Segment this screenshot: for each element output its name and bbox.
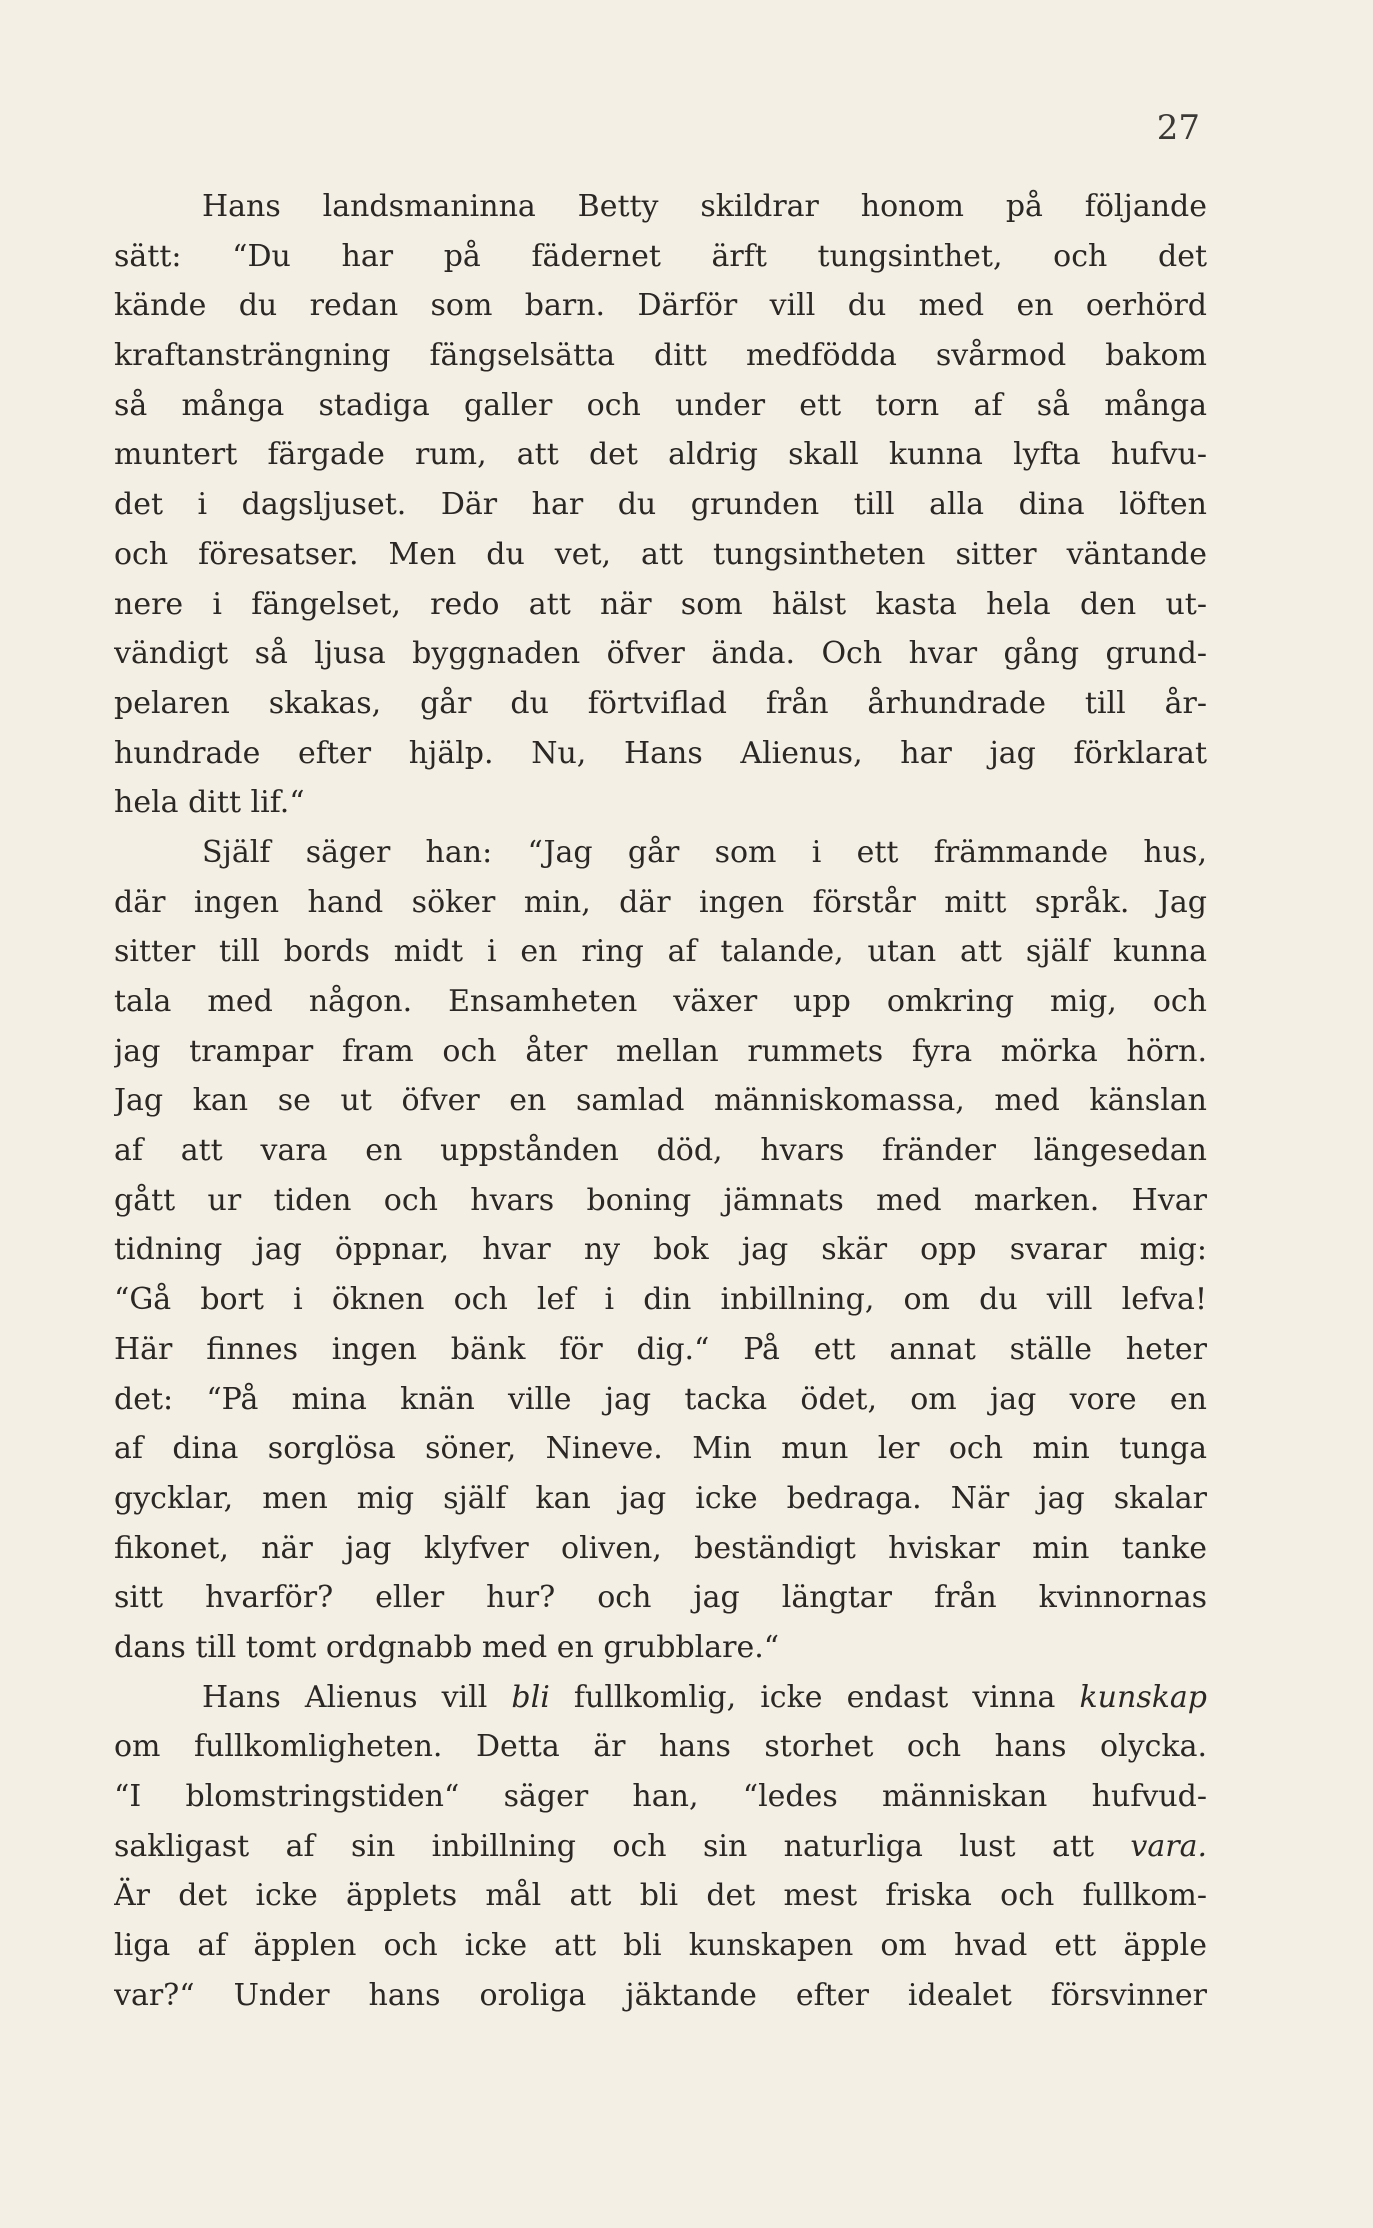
text-line — [114, 1573, 1207, 1623]
text-segment: liga af äpplen och icke att bli kunskapen om hvad ett äpple — [114, 1928, 1207, 1964]
text-segment: det: “På mina knän ville jag tacka ödet, om jag vore en — [114, 1381, 1207, 1417]
text-segment: hela ditt lif.“ — [114, 785, 305, 821]
text-segment: kraftansträngning fängselsätta ditt medfödda svårmod bakom — [114, 338, 1207, 374]
text-line — [114, 182, 1207, 232]
text-segment: “I blomstringstiden“ säger han, “ledes människan hufvud- — [114, 1779, 1207, 1814]
text-segment: sitt hvarför? eller hur? och jag längtar från kvinnornas — [114, 1580, 1207, 1616]
text-line — [114, 679, 1207, 729]
text-line — [114, 729, 1207, 779]
text-segment: pelaren skakas, går du förtviflad från århundrade till år- — [114, 685, 1207, 721]
text-line — [114, 1176, 1207, 1226]
text-segment: fullkomlig, icke endast vinna — [549, 1679, 1080, 1715]
text-segment: tidning jag öppnar, hvar ny bok jag skär opp svarar mig: — [114, 1232, 1207, 1268]
text-line — [114, 1474, 1207, 1524]
text-segment: af att vara en uppstånden död, hvars fränder längesedan — [114, 1133, 1207, 1169]
text-line — [114, 977, 1207, 1027]
text-segment: Är det icke äpplets mål att bli det mest friska och fullkom- — [114, 1878, 1207, 1914]
text-segment: Själf säger han: “Jag går som i ett främmande hus, — [202, 834, 1207, 870]
text-segment: Här finnes ingen bänk för dig.“ På ett annat ställe heter — [114, 1331, 1207, 1367]
text-segment: gycklar, men mig själf kan jag icke bedraga. När jag skalar — [114, 1480, 1207, 1516]
text-line — [114, 1871, 1207, 1921]
text-line — [114, 480, 1207, 530]
text-line — [114, 1424, 1207, 1474]
text-line — [114, 1126, 1207, 1176]
text-segment: Hans landsmaninna Betty skildrar honom på följande — [202, 189, 1207, 224]
text-line — [114, 1971, 1207, 2021]
text-segment: Hans Alienus vill — [202, 1679, 512, 1715]
text-segment: sätt: “Du har på fädernet ärft tungsinthet, och det — [114, 238, 1207, 274]
text-segment: kände du redan som barn. Därför vill du med en oerhörd — [114, 288, 1207, 324]
text-segment: sitter till bords midt i en ring af talande, utan att själf kunna — [114, 934, 1207, 970]
text-line — [114, 1722, 1207, 1772]
text-line — [114, 1225, 1207, 1275]
text-segment: “Gå bort i öknen och lef i din inbillning, om du vill lefva! — [114, 1282, 1207, 1318]
text-line — [114, 430, 1207, 480]
text-line — [114, 281, 1207, 331]
text-segment: fikonet, när jag klyfver oliven, beständigt hviskar min tanke — [114, 1530, 1207, 1566]
italic-text: vara. — [1130, 1828, 1207, 1864]
text-segment: hundrade efter hjälp. Nu, Hans Alienus, har jag förklarat — [114, 735, 1207, 771]
italic-text: bli — [511, 1679, 550, 1715]
text-line — [114, 1524, 1207, 1574]
text-line — [114, 1325, 1207, 1375]
text-segment: muntert färgade rum, att det aldrig skall kunna lyfta hufvu- — [114, 437, 1207, 473]
text-segment: vändigt så ljusa byggnaden öfver ända. Och hvar gång grund- — [114, 636, 1207, 672]
text-segment: om fullkomligheten. Detta är hans storhet och hans olycka. — [114, 1729, 1207, 1765]
text-line — [114, 629, 1207, 679]
text-line — [114, 1375, 1207, 1425]
page-number: 27 — [1156, 108, 1200, 148]
text-line — [114, 1076, 1207, 1126]
text-segment: där ingen hand söker min, där ingen förstår mitt språk. Jag — [114, 884, 1207, 920]
text-line — [114, 828, 1207, 878]
text-line — [114, 580, 1207, 630]
text-segment: af dina sorglösa söner, Nineve. Min mun ler och min tunga — [114, 1431, 1207, 1467]
text-line — [114, 381, 1207, 431]
text-line — [114, 530, 1207, 580]
text-segment: så många stadiga galler och under ett torn af så många — [114, 387, 1207, 423]
text-line — [114, 1027, 1207, 1077]
text-line — [114, 1822, 1207, 1872]
text-segment: och föresatser. Men du vet, att tungsintheten sitter väntande — [114, 536, 1207, 572]
text-line — [114, 232, 1207, 282]
text-line — [114, 927, 1207, 977]
text-line — [114, 1623, 1207, 1673]
text-segment: dans till tomt ordgnabb med en grubblare.“ — [114, 1629, 780, 1665]
text-line — [114, 1275, 1207, 1325]
text-line — [114, 1921, 1207, 1971]
text-segment: tala med någon. Ensamheten växer upp omkring mig, och — [114, 984, 1207, 1019]
text-segment: Jag kan se ut öfver en samlad människomassa, med känslan — [114, 1083, 1207, 1119]
text-segment: gått ur tiden och hvars boning jämnats med marken. Hvar — [114, 1182, 1207, 1218]
text-line — [114, 878, 1207, 928]
text-line — [114, 778, 1207, 828]
text-segment: det i dagsljuset. Där har du grunden till alla dina löften — [114, 487, 1207, 523]
text-line — [114, 1673, 1207, 1723]
italic-text: kunskap — [1079, 1679, 1207, 1715]
text-line — [114, 1772, 1207, 1822]
text-segment: sakligast af sin inbillning och sin naturliga lust att — [114, 1828, 1131, 1864]
text-line — [114, 331, 1207, 381]
text-segment: jag trampar fram och åter mellan rummets fyra mörka hörn. — [114, 1033, 1207, 1069]
text-segment: nere i fängelset, redo att när som hälst kasta hela den ut- — [114, 586, 1207, 622]
text-segment: var?“ Under hans oroliga jäktande efter idealet försvinner — [114, 1977, 1207, 2013]
body-text — [114, 182, 1207, 2020]
